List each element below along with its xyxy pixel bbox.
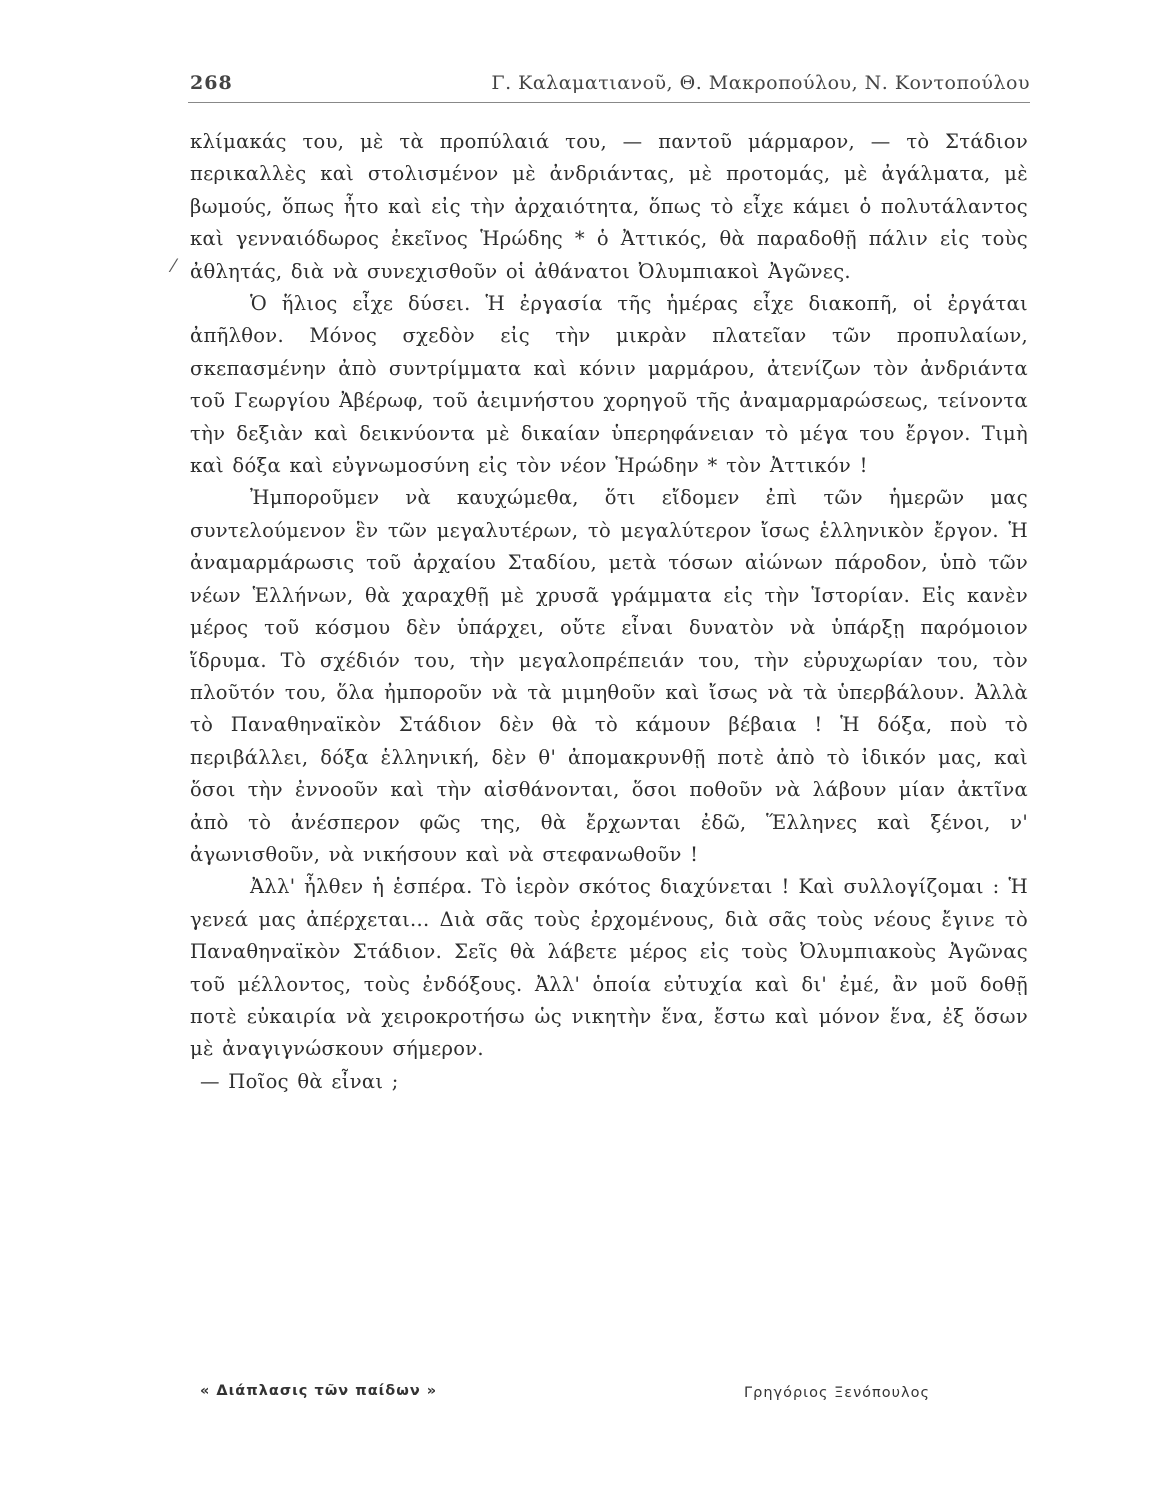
body-text <box>190 126 1028 1098</box>
paragraph-2: Ὁ ἥλιος εἶχε δύσει. Ἡ ἐργασία τῆς ἡμέρας εἶχε διακοπῆ, οἱ ἐργάται ἀπῆλθον. Μόνος σχεδὸν εἰς τὴν μικρὰν πλατεῖαν τῶν προπυλαίων, σκεπασμένην ἀπὸ συντρίμματα καὶ κόνιν μαρμάρου, ἀτενίζων τὸν ἀνδριάντα τοῦ Γεωργίου Ἀβέρωφ, τοῦ ἀειμνήστου χορηγοῦ τῆς ἀναμαρμαρώσεως, τείνοντα τὴν δεξιὰν καὶ δεικνύοντα μὲ δικαίαν ὑπερηφάνειαν τὸ μέγα του ἔργον. Τιμὴ καὶ δόξα καὶ εὐγνωμοσύνη εἰς τὸν νέον Ἡρώδην * τὸν Ἀττικόν ! <box>190 292 1028 478</box>
paragraph-1: κλίμακάς του, μὲ τὰ προπύλαιά του, — παντοῦ μάρμαρον, — τὸ Στάδιον περικαλλὲς καὶ στολισμένον μὲ ἀνδριάντας, μὲ προτομάς, μὲ ἀγάλματα, μὲ βωμούς, ὅπως ἦτο καὶ εἰς τὴν ἀρχαιότητα, ὅπως τὸ εἶχε κάμει ὁ πολυτάλαντος καὶ γενναιόδωρος ἐκεῖνος Ἡρώδης * ὁ Ἀττικός, θὰ παραδοθῇ πάλιν εἰς τοὺς ἀθλητάς, διὰ νὰ συνεχισθοῦν οἱ ἀθάνατοι Ὀλυμπιακοὶ Ἀγῶνες. <box>190 130 1028 283</box>
closing-question: — Ποῖος θὰ εἶναι ; <box>200 1069 399 1093</box>
running-head: Γ. Καλαματιανοῦ, Θ. Μακροπούλου, Ν. Κοντοπούλου <box>491 72 1030 94</box>
author-signature: Γρηγόριος Ξενόπουλος <box>744 1385 930 1401</box>
paragraph-3: Ἠμποροῦμεν νὰ καυχώμεθα, ὅτι εἴδομεν ἐπὶ τῶν ἡμερῶν μας συντελούμενον ἓν τῶν μεγαλυτέρων, τὸ μεγαλύτερον ἴσως ἑλληνικὸν ἔργον. Ἡ ἀναμαρμάρωσις τοῦ ἀρχαίου Σταδίου, μετὰ τόσων αἰώνων πάροδον, ὑπὸ τῶν νέων Ἑλλήνων, θὰ χαραχθῇ μὲ χρυσᾶ γράμματα εἰς τὴν Ἱστορίαν. Εἰς κανὲν μέρος τοῦ κόσμου δὲν ὑπάρχει, οὔτε εἶναι δυνατὸν νὰ ὑπάρξῃ παρόμοιον ἵδρυμα. Τὸ σχέδιόν του, τὴν μεγαλοπρέπειάν του, τὴν εὐρυχωρίαν του, τὸν πλοῦτόν του, ὅλα ἠμποροῦν νὰ τὰ μιμηθοῦν καὶ ἴσως νὰ τὰ ὑπερβάλουν. Ἀλλὰ τὸ Παναθηναϊκὸν Στάδιον δὲν θὰ τὸ κάμουν βέβαια ! Ἡ δόξα, ποὺ τὸ περιβάλλει, δόξα ἑλληνική, δὲν θ' ἀπομακρυνθῇ ποτὲ ἀπὸ τὸ ἰδικόν μας, καὶ ὅσοι τὴν ἐννοοῦν καὶ τὴν αἰσθάνονται, ὅσοι ποθοῦν νὰ λάβουν μίαν ἀκτῖνα ἀπὸ τὸ ἀνέσπερον φῶς της, θὰ ἔρχωνται ἐδῶ, Ἕλληνες καὶ ξένοι, ν' ἀγωνισθοῦν, νὰ νικήσουν καὶ νὰ στεφανωθοῦν ! <box>190 486 1028 866</box>
header-rule <box>188 102 1030 103</box>
page-footer <box>200 1383 930 1413</box>
page-number: 268 <box>190 72 233 94</box>
page-header <box>190 66 1030 106</box>
paragraph-4: Ἀλλ' ἦλθεν ἡ ἑσπέρα. Τὸ ἱερὸν σκότος διαχύνεται ! Καὶ συλλογίζομαι : Ἡ γενεά μας ἀπέρχεται... Διὰ σᾶς τοὺς ἐρχομένους, διὰ σᾶς τοὺς νέους ἔγινε τὸ Παναθηναϊκὸν Στάδιον. Σεῖς θὰ λάβετε μέρος εἰς τοὺς Ὀλυμπιακοὺς Ἀγῶνας τοῦ μέλλοντος, τοὺς ἐνδόξους. Ἀλλ' ὁποία εὐτυχία καὶ δι' ἐμέ, ἂν μοῦ δοθῇ ποτὲ εὐκαιρία νὰ χειροκροτήσω ὡς νικητὴν ἕνα, ἔστω καὶ μόνον ἕνα, ἐξ ὅσων μὲ ἀναγιγνώσκουν σήμερον. <box>190 875 1028 1061</box>
margin-pencil-mark: ⁄ <box>172 256 176 277</box>
source-citation: « Διάπλασις τῶν παίδων » <box>200 1383 438 1399</box>
